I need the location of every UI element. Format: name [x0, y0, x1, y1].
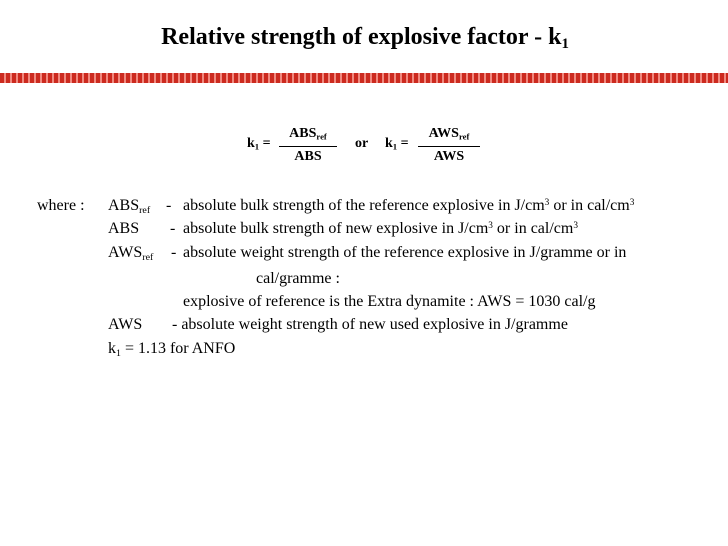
definition-term: $ABS_{ref}$	[108, 197, 151, 216]
formula-right-lhs	[385, 136, 409, 152]
fraction-numerator: $AWS_{ref}$	[428, 126, 470, 142]
definition-description-continued: cal/gramme :	[256, 270, 340, 287]
fraction-line	[418, 146, 480, 147]
definition-dash: -	[170, 220, 176, 237]
definition-note: explosive of reference is the Extra dynamite : AWS = 1030 cal/g	[183, 293, 596, 310]
formula-equals: =	[262, 136, 271, 151]
fraction-denominator: AWS	[433, 149, 465, 164]
formula-k-subscript: 1	[392, 141, 398, 152]
definition-description: absolute bulk strength of new explosive in $J/cm^3$ or in cal/$cm^3$	[183, 220, 578, 237]
formula-k-letter: k	[385, 136, 393, 151]
fraction-numerator: $ABS_{ref}$	[289, 126, 327, 142]
definition-dash: -	[166, 197, 172, 214]
formula-right-fraction	[418, 124, 480, 166]
definition-description: absolute bulk strength of the reference explosive in $J/cm^3$ or in cal/$cm^3$	[183, 197, 635, 214]
fraction-denominator: ABS	[294, 149, 322, 164]
definition-description: absolute weight strength of the reference explosive in J/gramme or in	[183, 244, 627, 261]
definition-term: ABS	[108, 220, 140, 237]
fraction-line	[279, 146, 337, 147]
page-title	[0, 24, 728, 51]
title-divider	[0, 73, 728, 83]
title-subscript: 1	[561, 36, 569, 53]
definition-dash: -	[171, 244, 177, 261]
where-label: where :	[37, 197, 85, 214]
formula-k-letter: k	[247, 136, 255, 151]
formula-k-subscript: 1	[254, 141, 260, 152]
definition-term: $AWS_{ref}$	[108, 244, 154, 263]
formula-left-fraction	[279, 124, 337, 166]
title-text: Relative strength of explosive factor - k	[161, 24, 562, 50]
formula-left-lhs	[247, 136, 271, 152]
formula-or-word: or	[355, 136, 369, 151]
definition-term: AWS	[108, 316, 143, 333]
anfo-value: $k_1 = 1.13$ for ANFO	[108, 340, 236, 359]
formula-equals: =	[400, 136, 409, 151]
definition-description: - absolute weight strength of new used explosive in J/gramme	[172, 316, 568, 333]
